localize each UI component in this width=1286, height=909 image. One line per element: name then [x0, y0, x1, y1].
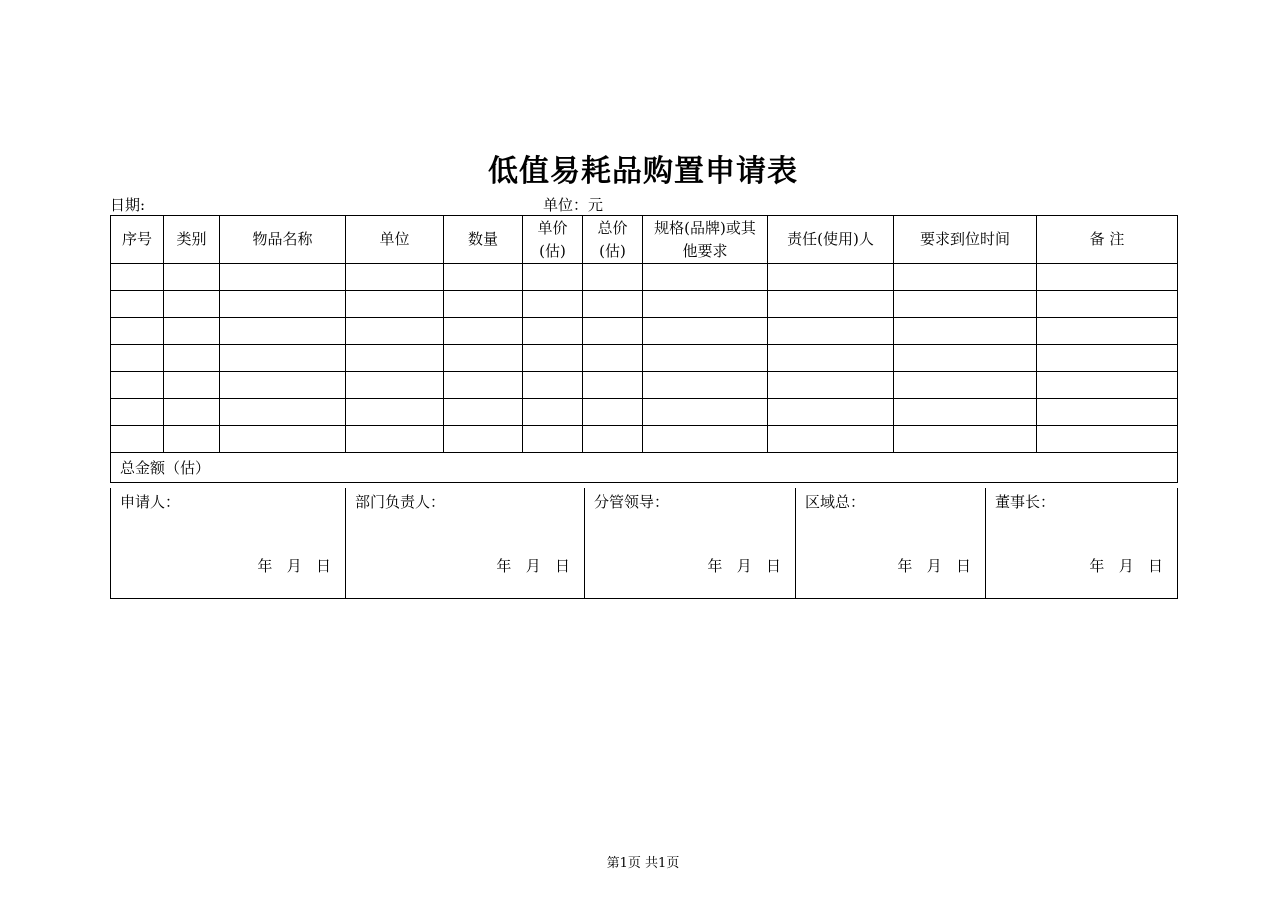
header-cell: 单位	[346, 216, 444, 264]
table-cell[interactable]	[444, 399, 523, 426]
signature-cell[interactable]	[986, 488, 1178, 599]
table-cell[interactable]	[444, 372, 523, 399]
table-cell[interactable]	[583, 345, 643, 372]
table-row	[111, 399, 1178, 426]
table-cell[interactable]	[1037, 264, 1178, 291]
signature-cell[interactable]	[111, 488, 346, 599]
table-cell[interactable]	[1037, 291, 1178, 318]
table-cell[interactable]	[1037, 399, 1178, 426]
table-cell[interactable]	[523, 291, 583, 318]
date-label: 日期:	[110, 196, 146, 214]
table-cell[interactable]	[523, 264, 583, 291]
signature-cell[interactable]	[346, 488, 585, 599]
table-cell[interactable]	[768, 264, 894, 291]
table-cell[interactable]	[111, 372, 164, 399]
table-cell[interactable]	[894, 318, 1037, 345]
table-cell[interactable]	[894, 264, 1037, 291]
table-cell[interactable]	[643, 372, 768, 399]
table-cell[interactable]	[346, 264, 444, 291]
signature-date: 年 月 日	[897, 557, 971, 575]
table-cell[interactable]	[164, 426, 220, 453]
header-cell: 要求到位时间	[894, 216, 1037, 264]
header-cell: 数量	[444, 216, 523, 264]
purchase-table	[110, 215, 1178, 483]
table-cell[interactable]	[444, 426, 523, 453]
table-cell[interactable]	[111, 291, 164, 318]
table-cell[interactable]	[164, 264, 220, 291]
header-cell: 备 注	[1037, 216, 1178, 264]
unit-label: 单位：元	[543, 196, 604, 214]
signature-table	[110, 488, 1178, 599]
table-cell[interactable]	[894, 345, 1037, 372]
header-cell: 单价 (估)	[523, 216, 583, 264]
table-cell[interactable]	[111, 426, 164, 453]
table-cell[interactable]	[444, 264, 523, 291]
header-cell: 总价 (估)	[583, 216, 643, 264]
signature-label: 分管领导：	[594, 493, 670, 511]
table-cell[interactable]	[111, 318, 164, 345]
table-cell[interactable]	[164, 399, 220, 426]
page-footer: 第1页 共1页	[606, 856, 680, 871]
table-cell[interactable]	[1037, 426, 1178, 453]
table-cell[interactable]	[768, 291, 894, 318]
table-cell[interactable]	[444, 318, 523, 345]
table-cell[interactable]	[346, 372, 444, 399]
table-row	[111, 318, 1178, 345]
signature-date: 年 月 日	[496, 557, 570, 575]
table-cell[interactable]	[523, 372, 583, 399]
table-cell[interactable]	[523, 345, 583, 372]
total-amount-label: 总金额（估）	[111, 453, 1178, 483]
table-cell[interactable]	[111, 345, 164, 372]
table-cell[interactable]	[583, 264, 643, 291]
table-cell[interactable]	[583, 372, 643, 399]
table-cell[interactable]	[583, 318, 643, 345]
table-cell[interactable]	[1037, 318, 1178, 345]
table-cell[interactable]	[583, 399, 643, 426]
signature-date: 年 月 日	[257, 557, 331, 575]
table-cell[interactable]	[643, 264, 768, 291]
table-cell[interactable]	[220, 345, 346, 372]
signature-date: 年 月 日	[1089, 557, 1163, 575]
total-row	[111, 453, 1178, 483]
table-cell[interactable]	[346, 426, 444, 453]
header-cell: 责任(使用)人	[768, 216, 894, 264]
table-cell[interactable]	[768, 345, 894, 372]
table-cell[interactable]	[164, 345, 220, 372]
table-cell[interactable]	[583, 291, 643, 318]
table-cell[interactable]	[164, 318, 220, 345]
table-cell[interactable]	[523, 426, 583, 453]
table-header-row	[111, 216, 1178, 264]
table-cell[interactable]	[768, 399, 894, 426]
signature-label: 申请人：	[120, 493, 181, 511]
signature-label: 董事长：	[995, 493, 1056, 511]
table-cell[interactable]	[346, 345, 444, 372]
table-cell[interactable]	[894, 291, 1037, 318]
table-cell[interactable]	[220, 372, 346, 399]
table-cell[interactable]	[444, 345, 523, 372]
signature-label: 区域总：	[805, 493, 866, 511]
table-cell[interactable]	[346, 318, 444, 345]
table-cell[interactable]	[444, 291, 523, 318]
table-cell[interactable]	[220, 264, 346, 291]
table-cell[interactable]	[523, 399, 583, 426]
table-cell[interactable]	[220, 399, 346, 426]
signature-cell[interactable]	[585, 488, 796, 599]
table-cell[interactable]	[583, 426, 643, 453]
table-cell[interactable]	[768, 426, 894, 453]
table-cell[interactable]	[894, 426, 1037, 453]
table-cell[interactable]	[643, 399, 768, 426]
table-row	[111, 372, 1178, 399]
table-cell[interactable]	[164, 291, 220, 318]
table-cell[interactable]	[643, 318, 768, 345]
table-cell[interactable]	[220, 426, 346, 453]
header-cell: 类别	[164, 216, 220, 264]
table-cell[interactable]	[111, 399, 164, 426]
signature-cell[interactable]	[796, 488, 986, 599]
table-cell[interactable]	[643, 291, 768, 318]
signature-date: 年 月 日	[707, 557, 781, 575]
header-cell: 序号	[111, 216, 164, 264]
table-row	[111, 264, 1178, 291]
table-row	[111, 345, 1178, 372]
table-cell[interactable]	[220, 318, 346, 345]
table-cell[interactable]	[164, 372, 220, 399]
table-cell[interactable]	[1037, 345, 1178, 372]
table-cell[interactable]	[220, 291, 346, 318]
table-cell[interactable]	[643, 426, 768, 453]
table-cell[interactable]	[768, 318, 894, 345]
header-cell: 规格(品牌)或其 他要求	[643, 216, 768, 264]
table-row	[111, 291, 1178, 318]
table-cell[interactable]	[894, 372, 1037, 399]
page-title: 低值易耗品购置申请表	[488, 154, 798, 189]
table-row	[111, 426, 1178, 453]
table-cell[interactable]	[643, 345, 768, 372]
table-cell[interactable]	[894, 399, 1037, 426]
table-cell[interactable]	[111, 264, 164, 291]
table-cell[interactable]	[346, 291, 444, 318]
header-cell: 物品名称	[220, 216, 346, 264]
table-cell[interactable]	[346, 399, 444, 426]
table-cell[interactable]	[768, 372, 894, 399]
table-cell[interactable]	[1037, 372, 1178, 399]
signature-label: 部门负责人：	[355, 493, 446, 511]
table-cell[interactable]	[523, 318, 583, 345]
